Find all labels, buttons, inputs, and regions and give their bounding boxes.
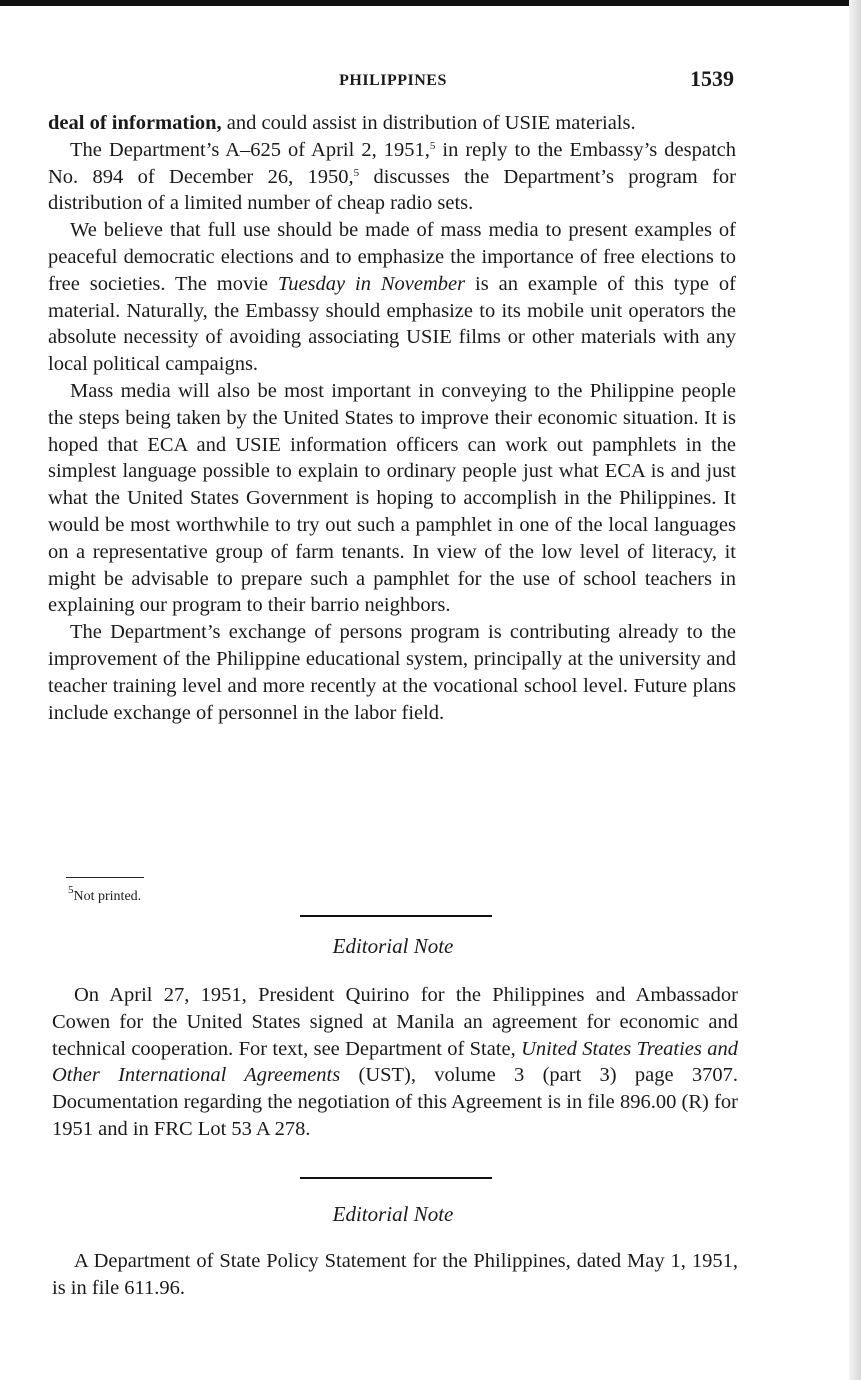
publication-title: United States Treaties and Other International Agreements bbox=[52, 1037, 738, 1087]
paragraph-continued bbox=[48, 110, 736, 137]
paragraph-mass-media-elections bbox=[48, 217, 736, 378]
main-body-text bbox=[48, 110, 736, 726]
paragraph-lead-text: deal of information, bbox=[48, 112, 222, 134]
paragraph-text: discusses the Department’s program for distribution of a limited number of cheap radio sets. bbox=[48, 165, 736, 215]
paragraph-text: (UST), volume 3 (part 3) page 3707. Documentation regarding the negotiation of this Agreement is in file 896.00 (R) for 1951 and in FRC Lot 53 A 278. bbox=[52, 1064, 739, 1140]
footnote-marker: 5 bbox=[68, 884, 74, 896]
paragraph-radio-sets bbox=[48, 137, 736, 217]
footnote-ref[interactable]: 5 bbox=[429, 139, 436, 152]
paragraph-text: The Department’s A–625 of April 2, 1951, bbox=[70, 138, 430, 161]
editorial-note-text bbox=[52, 982, 738, 1143]
paragraph-economic-situation: Mass media will also be most important in conveying to the Philippine people the steps being taken by the United States to improve their economic situation. It is hoped that ECA and USIE information officers can work out pamphlets in the simplest language possible to explain to ordinary people just what ECA is and just what the United States Government is hoping to accomplish in the Philippines. It would be most worthwhile to try out such a pamphlet in one of the local languages on a representative group of farm tenants. In view of the low level of literacy, it might be advisable to prepare such a pamphlet for the use of school teachers in explaining our program to their barrio neighbors. bbox=[48, 379, 736, 617]
paragraph-text: is an example of this type of material. Naturally, the Embassy should emphasize to its mobile unit operators the absolute necessity of avoiding associating USIE films or other materials with any local political campaigns. bbox=[48, 272, 736, 376]
editorial-note-title: Editorial Note bbox=[332, 934, 454, 958]
footnote bbox=[68, 884, 142, 905]
footnote-divider bbox=[66, 877, 144, 878]
paragraph-text: On April 27, 1951, President Quirino for the Philippines and Ambassador Cowen for the United States signed at Manila an agreement for economic and technical cooperation. For text, see Department of State, bbox=[52, 984, 738, 1060]
paragraph-text: in reply to the Embassy’s despatch No. 894 of December 26, 1950, bbox=[48, 138, 736, 188]
editorial-note-title: Editorial Note bbox=[332, 1202, 454, 1226]
running-title: PHILIPPINES bbox=[339, 72, 447, 89]
page-number: 1539 bbox=[690, 66, 734, 91]
editorial-note-text: A Department of State Policy Statement for the Philippines, dated May 1, 1951, is in file 611.96. bbox=[52, 1250, 738, 1299]
movie-title: Tuesday in November bbox=[277, 272, 466, 295]
section-divider bbox=[300, 1177, 492, 1179]
paragraph-text: We believe that full use should be made of mass media to present examples of peaceful democratic elections and to emphasize the importance of free elections to free societies. The movie bbox=[48, 219, 736, 295]
footnote-text: Not printed. bbox=[73, 889, 142, 904]
paragraph-text: and could assist in distribution of USIE materials. bbox=[221, 112, 636, 134]
page-right-edge-shadow bbox=[849, 0, 861, 1380]
paragraph-exchange-program: The Department’s exchange of persons program is contributing already to the improvement of the Philippine educational system, principally at the university and teacher training level and more recently at the vocational school level. Future plans include exchange of personnel in the labor field. bbox=[48, 621, 736, 724]
page-header bbox=[48, 66, 738, 98]
section-divider bbox=[300, 915, 492, 917]
footnote-ref[interactable]: 5 bbox=[353, 166, 360, 179]
page-top-border bbox=[0, 0, 861, 6]
